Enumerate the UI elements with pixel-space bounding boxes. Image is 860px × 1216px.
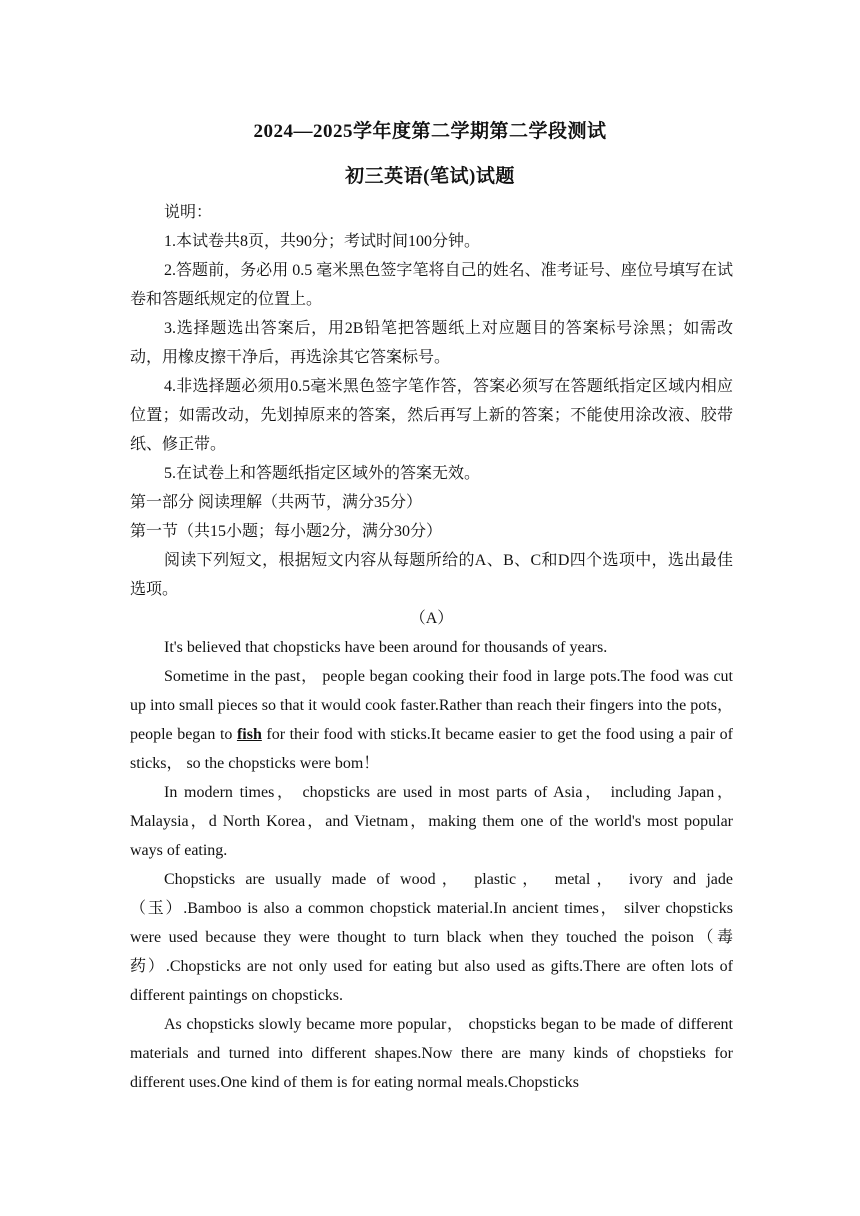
- passage-label: （A）: [409, 610, 454, 627]
- part-heading: 第一部分 阅读理解（共两节，满分35分）: [130, 494, 423, 511]
- exam-subtitle: 初三英语(笔试)试题: [345, 166, 515, 187]
- instructions-heading: 说明：: [164, 204, 213, 221]
- reading-directions: 阅读下列短文，根据短文内容从每题所给的A、B、C和D四个选项中，选出最佳选项。: [130, 552, 733, 598]
- instruction-item-4: 4.非选择题必须用0.5毫米黑色签字笔作答，答案必须写在答题纸指定区域内相应位置；如需改动，先划掉原来的答案，然后再写上新的答案；不能使用涂改液、胶带纸、修正带。: [130, 378, 733, 453]
- instruction-item-1: 1.本试卷共8页，共90分；考试时间100分钟。: [164, 233, 481, 250]
- instruction-item-3: 3.选择题选出答案后，用2B铅笔把答题纸上对应题目的答案标号涂黑；如需改动，用橡皮擦干净后，再选涂其它答案标号。: [130, 320, 733, 366]
- passage-paragraph-4: Chopsticks are usually made of wood， plastic， metal， ivory and jade（玉）.Bamboo is also a common chopstick material.In ancient times， silver chopsticks were used because they were thought to turn black when they touched the poison（毒药）.Chopsticks are not only used for eating but also used as gifts.There are often lots of different paintings on chopsticks.: [130, 871, 733, 1004]
- instruction-item-5: 5.在试卷上和答题纸指定区域外的答案无效。: [164, 465, 481, 482]
- instruction-item-2: 2.答题前，务必用 0.5 毫米黑色签字笔将自己的姓名、准考证号、座位号填写在试卷和答题纸规定的位置上。: [130, 262, 733, 308]
- underlined-keyword: fish: [236, 726, 262, 743]
- passage-paragraph-1: It's believed that chopsticks have been around for thousands of years.: [164, 639, 608, 656]
- exam-body: [130, 198, 733, 1097]
- exam-title: 2024—2025学年度第二学期第二学段测试: [253, 121, 607, 142]
- passage-paragraph-3: In modern times， chopsticks are used in most parts of Asia， including Japan，Malaysia，d North Korea，and Vietnam，making them one of the world's most popular ways of eating.: [130, 784, 733, 859]
- passage-text: for their food with sticks.It became easier to get the food using a pair of sticks， so the chopsticks were bom！: [130, 726, 734, 772]
- subsection-heading: 第一节（共15小题；每小题2分，满分30分）: [130, 523, 443, 540]
- passage-paragraph-2: [130, 662, 733, 778]
- passage-paragraph-5: As chopsticks slowly became more popular， chopsticks began to be made of different materials and turned into different shapes.Now there are many kinds of chopstieks for different uses.One kind of them is for eating normal meals.Chopsticks: [130, 1016, 733, 1091]
- passage-text: Sometime in the past， people began cooking their food in large pots.The food was cut up into small pieces so that it would cook faster.Rather than reach their fingers into the pots，people began to: [130, 668, 733, 743]
